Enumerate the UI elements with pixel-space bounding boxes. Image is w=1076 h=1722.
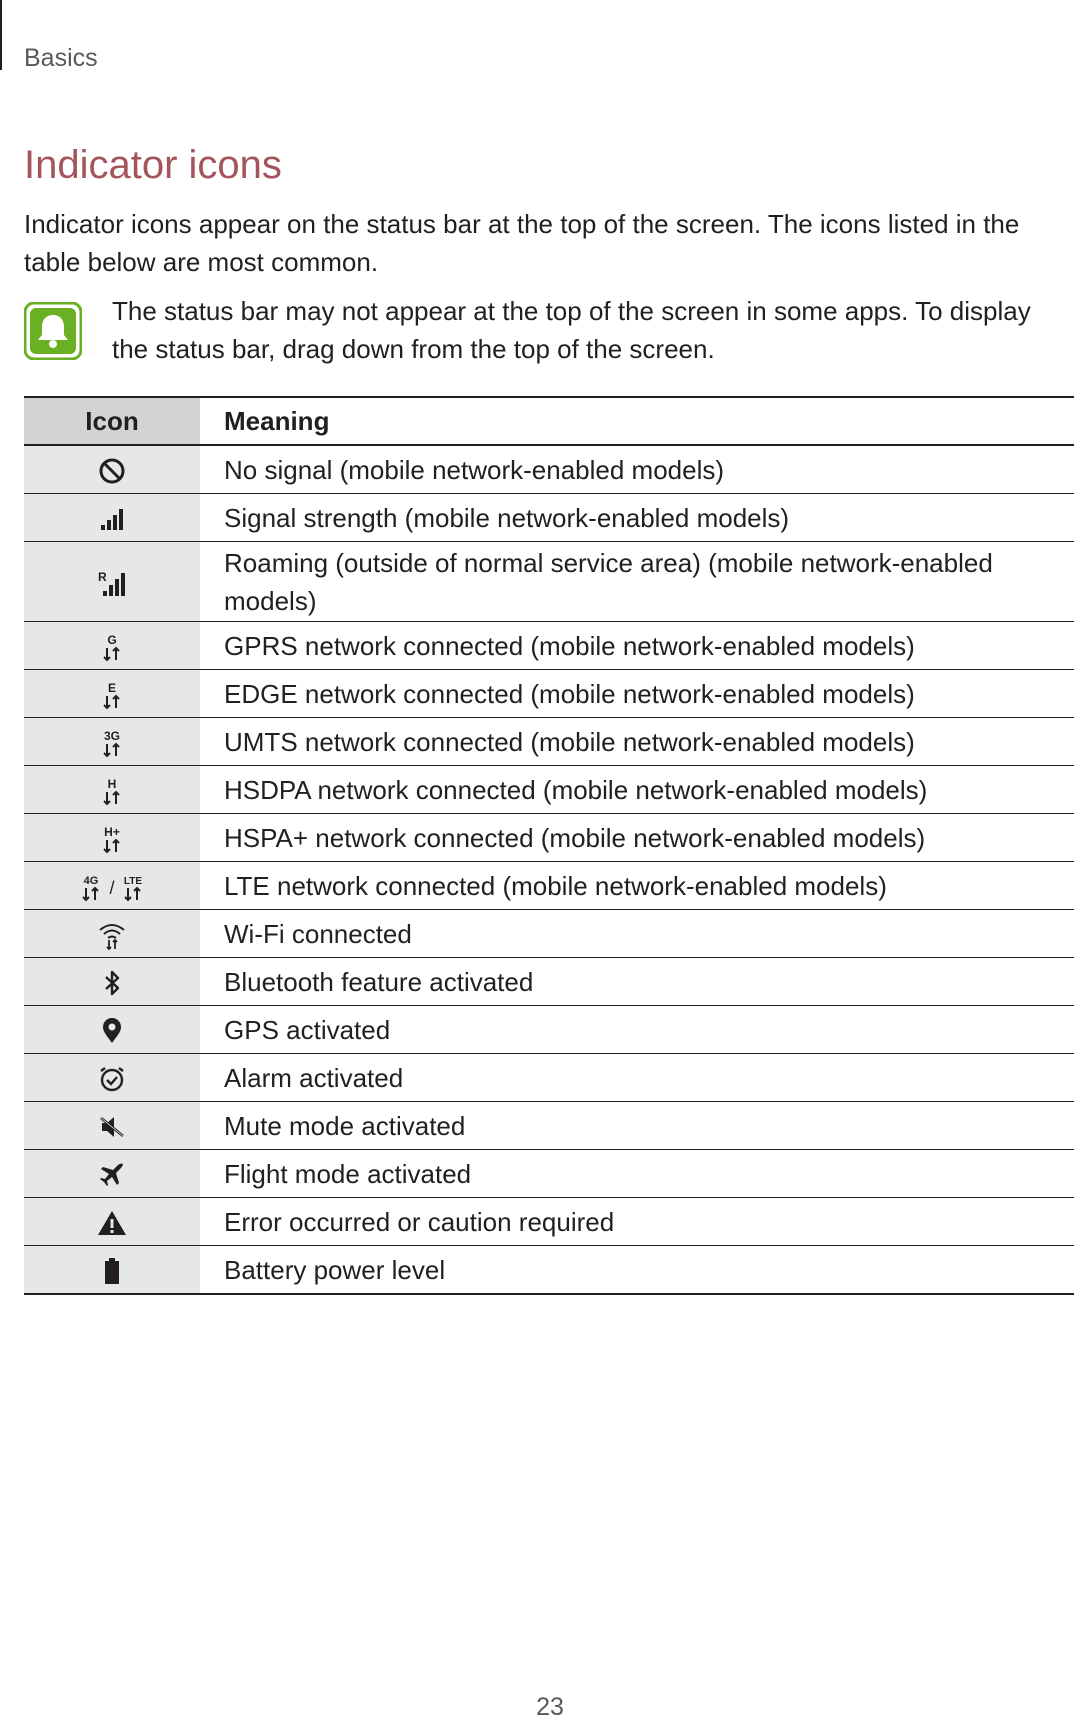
meaning-text: HSDPA network connected (mobile network-enabled models)	[200, 766, 1074, 814]
meaning-text: Error occurred or caution required	[200, 1198, 1074, 1246]
table-row	[24, 670, 1074, 718]
page-number: 23	[536, 1693, 564, 1721]
table-row	[24, 542, 1074, 622]
svg-text:R: R	[98, 570, 107, 585]
meaning-text: Wi-Fi connected	[200, 910, 1074, 958]
meaning-text: Roaming (outside of normal service area) (mobile network-enabled models)	[200, 542, 1074, 622]
meaning-text: Signal strength (mobile network-enabled models)	[200, 494, 1074, 542]
page-title: Indicator icons	[24, 143, 282, 187]
bluetooth-icon	[102, 966, 122, 996]
indicator-table	[24, 396, 1074, 1295]
meaning-text: HSPA+ network connected (mobile network-enabled models)	[200, 814, 1074, 862]
table-row	[24, 1102, 1074, 1150]
table-row	[24, 718, 1074, 766]
svg-text:/: /	[109, 877, 115, 898]
battery-icon	[103, 1254, 121, 1284]
signal-strength-icon	[99, 502, 125, 532]
meaning-text: Mute mode activated	[200, 1102, 1074, 1150]
meaning-text: Bluetooth feature activated	[200, 958, 1074, 1006]
note-text: The status bar may not appear at the top of the screen in some apps. To display the status bar, drag down from the top of the screen.	[112, 296, 1031, 364]
meaning-text: Alarm activated	[200, 1054, 1074, 1102]
mute-icon	[98, 1110, 126, 1140]
warning-icon	[97, 1206, 127, 1236]
meaning-text: EDGE network connected (mobile network-enabled models)	[200, 670, 1074, 718]
table-row	[24, 622, 1074, 670]
table-row	[24, 1246, 1074, 1295]
svg-text:LTE: LTE	[123, 875, 143, 887]
svg-text:E: E	[107, 680, 117, 695]
meaning-text: GPS activated	[200, 1006, 1074, 1054]
table-row	[24, 814, 1074, 862]
edge-icon	[99, 677, 125, 707]
gps-icon	[101, 1014, 123, 1044]
meaning-text: LTE network connected (mobile network-enabled models)	[200, 862, 1074, 910]
table-row	[24, 958, 1074, 1006]
hspa-plus-icon	[99, 821, 125, 851]
table-row	[24, 1006, 1074, 1054]
hsdpa-icon	[99, 773, 125, 803]
svg-text:H+: H+	[104, 824, 120, 839]
table-row	[24, 766, 1074, 814]
bell-icon	[24, 302, 82, 360]
svg-text:3G: 3G	[103, 728, 121, 743]
meaning-text: GPRS network connected (mobile network-enabled models)	[200, 622, 1074, 670]
lte-icon	[79, 869, 145, 899]
meaning-text: Flight mode activated	[200, 1150, 1074, 1198]
no-signal-icon	[98, 454, 126, 484]
table-row	[24, 494, 1074, 542]
table-row	[24, 910, 1074, 958]
svg-text:4G: 4G	[83, 874, 99, 887]
meaning-text: No signal (mobile network-enabled models)	[200, 445, 1074, 494]
airplane-icon	[98, 1158, 126, 1188]
table-header-row	[24, 397, 1074, 445]
meaning-text: Battery power level	[200, 1246, 1074, 1295]
corner-rule	[0, 0, 2, 70]
svg-text:G: G	[107, 632, 117, 647]
roaming-icon	[97, 566, 127, 596]
intro-paragraph: Indicator icons appear on the status bar at the top of the screen. The icons listed in the table below are most common.	[24, 209, 1020, 277]
svg-text:H: H	[107, 776, 117, 791]
table-row	[24, 445, 1074, 494]
table-row	[24, 1198, 1074, 1246]
table-row	[24, 1054, 1074, 1102]
wifi-icon	[97, 917, 127, 947]
header-meaning: Meaning	[200, 397, 1074, 445]
gprs-icon	[99, 629, 125, 659]
table-row	[24, 1150, 1074, 1198]
table-row	[24, 862, 1074, 910]
section-label: Basics	[24, 44, 98, 72]
meaning-text: UMTS network connected (mobile network-enabled models)	[200, 718, 1074, 766]
header-icon: Icon	[24, 397, 200, 445]
alarm-icon	[98, 1062, 126, 1092]
umts-icon	[99, 725, 125, 755]
